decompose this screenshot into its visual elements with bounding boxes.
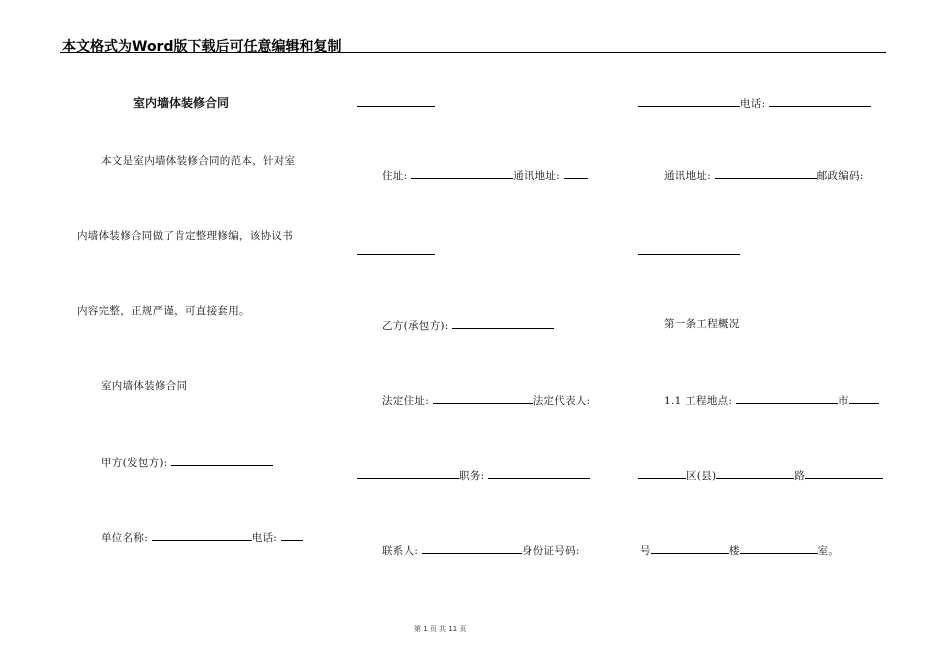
location-line bbox=[664, 392, 879, 408]
article-1-heading: 第一条工程概况 bbox=[664, 318, 740, 330]
postcode-label: 邮政编码: bbox=[816, 170, 864, 182]
col3-mail-blank bbox=[715, 167, 817, 179]
position-label: 职务: bbox=[459, 470, 485, 482]
id-number-label: 身份证号码: bbox=[521, 545, 580, 557]
contact-blank bbox=[422, 542, 522, 554]
contact-label: 联系人: bbox=[382, 545, 419, 557]
col3-blank-2 bbox=[638, 243, 740, 255]
city-blank bbox=[736, 392, 838, 404]
col2-blank-line-2 bbox=[357, 243, 435, 259]
col3-mail-label: 通讯地址: bbox=[664, 170, 712, 182]
col3-phone-label: 电话: bbox=[740, 98, 766, 110]
location-label: 1.1 工程地点: bbox=[664, 395, 733, 407]
mail-address-label-2: 通讯地址: bbox=[513, 170, 561, 182]
room-label: 室。 bbox=[817, 545, 840, 557]
contact-line bbox=[382, 542, 580, 558]
col3-phone-line bbox=[638, 95, 871, 111]
company-name-blank bbox=[152, 529, 252, 541]
legal-rep-label: 法定代表人: bbox=[532, 395, 591, 407]
party-b-label: 乙方(承包方): bbox=[382, 320, 449, 332]
intro-line-2: 内墙体装修合同做了肯定整理修编，该协议书 bbox=[77, 230, 293, 242]
road-blank bbox=[716, 467, 794, 479]
company-name-label: 单位名称: bbox=[101, 532, 149, 544]
road-label: 路 bbox=[794, 470, 806, 482]
contract-heading: 室内墙体装修合同 bbox=[101, 380, 188, 392]
number-blank bbox=[651, 542, 729, 554]
number-label: 号 bbox=[640, 545, 651, 557]
number-line bbox=[640, 542, 839, 558]
party-a-blank bbox=[171, 454, 273, 466]
position-pre-blank bbox=[357, 467, 459, 479]
page-header: 本文格式为Word版下载后可任意编辑和复制 bbox=[62, 39, 342, 55]
company-name-line bbox=[101, 529, 303, 545]
city-post-blank bbox=[849, 392, 879, 404]
district-blank bbox=[638, 467, 686, 479]
building-blank bbox=[740, 542, 818, 554]
legal-address-line bbox=[382, 392, 591, 408]
col3-pre-blank bbox=[638, 95, 740, 107]
document-title: 室内墙体装修合同 bbox=[133, 96, 230, 110]
party-a-line bbox=[101, 454, 273, 470]
legal-address-blank bbox=[433, 392, 533, 404]
address-label: 住址: bbox=[382, 170, 408, 182]
col2-top-blank bbox=[357, 95, 435, 107]
col3-mail-line bbox=[664, 167, 864, 183]
party-b-blank bbox=[452, 317, 554, 329]
position-blank bbox=[488, 467, 590, 479]
col3-phone-blank bbox=[769, 95, 871, 107]
intro-line-3: 内容完整，正规严谨，可直接套用。 bbox=[77, 305, 250, 317]
city-label: 市 bbox=[837, 395, 849, 407]
party-a-label: 甲方(发包方): bbox=[101, 457, 168, 469]
company-phone-label: 电话: bbox=[251, 532, 278, 544]
legal-address-label: 法定住址: bbox=[382, 395, 430, 407]
position-line bbox=[357, 467, 590, 483]
mail-address-blank-2 bbox=[564, 167, 588, 179]
district-label: 区(县) bbox=[686, 470, 717, 482]
building-label: 楼 bbox=[728, 545, 740, 557]
intro-line-1: 本文是室内墙体装修合同的范本，针对室 bbox=[101, 155, 296, 167]
district-line bbox=[638, 467, 883, 483]
address-blank bbox=[411, 167, 513, 179]
address-line bbox=[382, 167, 588, 183]
col2-blank-2 bbox=[357, 243, 435, 255]
col3-blank-line-2 bbox=[638, 243, 740, 259]
party-b-line bbox=[382, 317, 554, 333]
col2-top-blank-line bbox=[357, 95, 435, 111]
company-phone-blank bbox=[281, 529, 303, 541]
road-post-blank bbox=[805, 467, 883, 479]
header-divider bbox=[60, 52, 886, 53]
page-footer: 第 1 页 共 11 页 bbox=[414, 625, 467, 633]
